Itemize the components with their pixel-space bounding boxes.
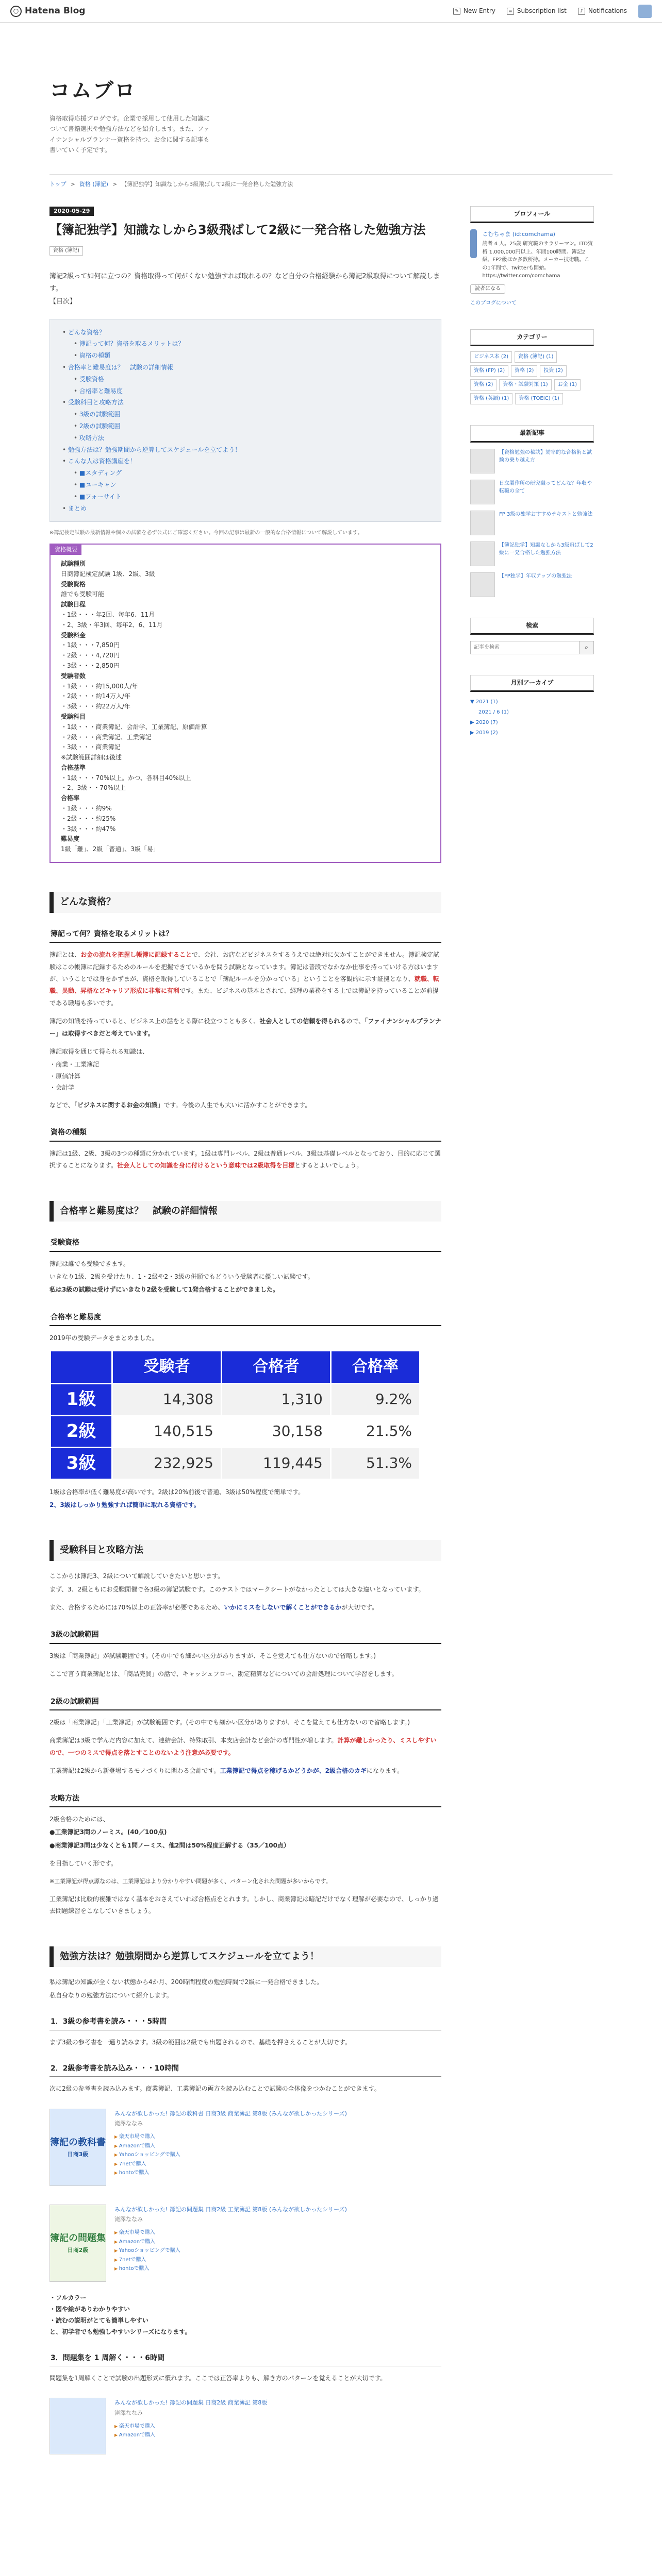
summary-field-value: ・2級・・・約25%	[61, 815, 116, 822]
toc-item	[62, 338, 428, 350]
summary-field-label: 難易度	[61, 835, 80, 843]
paragraph: 簿記とは、お金の流れを把握し帳簿に記録することで、会社、お店などビジネスをするうえでは絶対に欠かすことができません。簿記検定試験はこの帳簿に記録するためのルールを把握できているかを問う試験となっています。簿記は普段でなかなか仕事を持っていける方はいますが、いうことでは身をかずまが、資格を取得していることで「簿記ルールを分かっている」ということを客観的に示す証拠となり、就職、転職、異動、昇格などキャリア形成に非常に有利です。また、ビジネスの基本とされて、経理の業務をする上では簿記を持っていることが前提である職場も多いです。	[49, 951, 440, 1007]
table-row	[51, 1447, 420, 1479]
hatena-logo-icon: ○	[10, 6, 22, 17]
subscription-list-link[interactable]	[507, 6, 567, 16]
recent-post-link[interactable]: 日立製作所の研究職ってどんな？年収や転職の全て	[499, 480, 592, 494]
paragraph: 簿記取得を通じて得られる知識は、	[49, 1047, 149, 1055]
toc-link[interactable]: • ■フォーサイト	[74, 493, 122, 500]
paragraph: 工業簿記は比較的複雑ではなく基本をおさえていれば合格点をとれます。しかし、商業簿記は暗記だけでなく理解が必要なので、しっかり過去問題練習をこなしていきましょう。	[49, 1895, 439, 1915]
toc-item	[62, 432, 428, 444]
logo-text: Hatena Blog	[25, 5, 86, 16]
book-author: 滝澤ななみ	[114, 2216, 143, 2223]
notifications-label: Notifications	[588, 7, 627, 14]
examinees-cell: 140,515	[112, 1415, 222, 1447]
toc-item	[62, 420, 428, 432]
search-icon[interactable]: ⌕	[580, 641, 594, 654]
toc-link[interactable]: • 攻略方法	[74, 434, 104, 442]
shop-link[interactable]: ▶ Yahooショッピングで購入	[114, 2150, 347, 2160]
book-card	[49, 2199, 441, 2287]
user-avatar[interactable]	[638, 5, 652, 18]
summary-field-label: 受験料金	[61, 631, 86, 639]
summary-field-value: ・2級・・・約14万人/年	[61, 692, 130, 700]
intro-text: 簿記2級って如何に立つの？資格取得って何がくない勉強すれば取れるの？など自分の合格経験から簿記2級取得について解説します。	[49, 272, 440, 293]
hatena-blog-logo[interactable]	[10, 4, 85, 18]
summary-field-value: ※試験範囲詳細は後述	[61, 754, 122, 761]
profile-text: 読者 4 人。25歳 研究職のサラリーマン。ITD資格 1,000,000円以上、年間100時間。簿記2級、FP2級ほか多数所持。メーカー技術職。この1年間で、Twitterも開始。https://twitter.com/comchama	[482, 241, 593, 279]
passed-cell: 1,310	[221, 1383, 330, 1415]
toc-link[interactable]: • 資格の種類	[74, 352, 110, 359]
sidebar-heading: 最新記事	[470, 425, 594, 442]
passed-cell: 119,445	[221, 1447, 330, 1479]
category-link[interactable]: 資格・試験対策 (1)	[499, 379, 551, 391]
summary-box	[49, 544, 441, 863]
recent-post-link[interactable]: FP 3級の独学おすすめテキストと勉強法	[499, 511, 593, 517]
recent-posts-module	[470, 425, 594, 597]
subsection-heading: 2級の試験範囲	[49, 1694, 441, 1710]
summary-field-label: 受験科目	[61, 713, 86, 720]
category-link[interactable]: 資格 (2)	[511, 365, 537, 377]
book-cover-title: 簿記の問題集	[50, 2232, 106, 2244]
summary-field-value: ・3級・・・2,850円	[61, 662, 120, 669]
book-title-link[interactable]: みんなが欲しかった! 簿記の問題集 日商2級 商業簿記 第8版	[114, 2399, 268, 2406]
paragraph: 3級は「商業簿記」が試験範囲です。(その中でも細かい区分がありますが、そこを覚えても仕方ないので省略します。)	[49, 1652, 376, 1659]
summary-field-value: 誰でも受験可能	[61, 590, 105, 598]
archive-link[interactable]: ▼ 2021 (1)	[470, 699, 498, 705]
toc-link[interactable]: • 合格率と難易度	[74, 387, 123, 395]
book-author: 滝澤ななみ	[114, 2120, 143, 2127]
summary-field-value: ・2級・・・商業簿記、工業簿記	[61, 733, 152, 741]
summary-field-label: 受験者数	[61, 672, 86, 680]
sidebar-heading: 検索	[470, 618, 594, 635]
paragraph: ●商業簿記3問は少なくとも1問ノーミス、他2問は50%程度正解する（35／100点）	[49, 1841, 290, 1849]
profile-module	[470, 206, 594, 309]
paragraph: 私自身なりの勉強方法について紹介します。	[49, 1991, 173, 1999]
top-bar	[0, 0, 662, 23]
book-cover-image[interactable]	[49, 2109, 106, 2186]
examinees-cell: 14,308	[112, 1383, 222, 1415]
paragraph: 簿記の知識を持っていると、ビジネス上の話をとる際に役立つことも多く、社会人としての信頼を得られるので、「ファイナンシャルプランナー」は取得すべきだと考えています。	[49, 1018, 441, 1037]
new-entry-label: New Entry	[463, 7, 495, 14]
step-heading: 1．3級の参考書を読み・・・5時間	[49, 2014, 441, 2030]
toc-link[interactable]: • 受験科目と攻略方法	[62, 399, 124, 406]
list-icon: ≡	[507, 8, 514, 15]
toc-item	[62, 455, 428, 467]
shop-link[interactable]: ▶ 7netで購入	[114, 2160, 347, 2169]
toc-link[interactable]: • まとめ	[62, 505, 87, 512]
book-cover-sub: 日商2級	[67, 2247, 89, 2254]
shop-link[interactable]: ▶ Amazonで購入	[114, 2431, 267, 2440]
paragraph: ※工業簿記が得点源なのは、工業簿記はより分かりやすい問題が多く、パターン化された問題が多いからです。	[49, 1878, 332, 1885]
book-card	[49, 2104, 441, 2191]
feature-list	[49, 2292, 441, 2338]
table-header	[51, 1350, 112, 1383]
toc-link[interactable]: • 3級の試験範囲	[74, 411, 121, 418]
subsection-heading: 資格の種類	[49, 1125, 441, 1141]
summary-field-label: 受験資格	[61, 580, 86, 588]
paragraph: いきなり1級、2級を受けたり、1・2級や2・3級の併願でもどういう受験者に優しい試験です。	[49, 1273, 314, 1281]
paragraph: 2級合格のためには、	[49, 1815, 109, 1823]
list-item: ・原価計算	[49, 1072, 81, 1080]
breadcrumb-current: 【簿記独学】知識なしから3級飛ばして2級に一発合格した勉強方法	[121, 180, 293, 188]
category-link[interactable]: 資格 (2)	[470, 379, 496, 391]
recent-post-link[interactable]: 【FP独学】年収アップの勉強法	[499, 573, 572, 579]
search-module	[470, 618, 594, 654]
search-input[interactable]	[470, 641, 580, 654]
toc-item	[62, 362, 428, 374]
list-item: ・読むの説明がとても簡単しやすい	[49, 2317, 149, 2325]
paragraph: まず、3、2級ともにお受験開催で各3級の簿記試験です。このテストではマークシートがなかったとしては大きな違いとなっています。	[49, 1585, 425, 1593]
paragraph: 次に2級の参考書を読み込みます。商業簿記、工業簿記の両方を読み込むことで試験の全体像をつかむことができます。	[49, 2085, 380, 2093]
toc-link[interactable]: • こんな人は資格講座を！	[62, 457, 136, 465]
summary-field-value: ・3級・・・約47%	[61, 825, 116, 833]
toc-label: 【目次】	[49, 297, 77, 306]
list-item: ・フルカラー	[49, 2294, 87, 2301]
book-card	[49, 2393, 441, 2460]
subsection-heading: 合格率と難易度	[49, 1310, 441, 1326]
list-item: ・会計学	[49, 1083, 75, 1091]
summary-field-value: ・1級・・・約9%	[61, 805, 112, 812]
paragraph: 私は簿記の知識が全くない状態から4か月、200時間程度の勉強時間で2級に一発合格できました。	[49, 1978, 323, 1986]
summary-field-value: ・1級・・・70%以上。かつ、各科目40%以上	[61, 774, 191, 782]
follow-button[interactable]: 読者になる	[470, 284, 505, 294]
section-heading: どんな資格？	[49, 892, 441, 913]
examinees-cell: 232,925	[112, 1447, 222, 1479]
sidebar	[470, 206, 594, 2460]
pass-rate-table	[49, 1350, 421, 1480]
archive-link[interactable]: 2021 / 6 (1)	[478, 709, 509, 715]
step-heading: 3．問題集を 1 周解く・・・6時間	[49, 2350, 441, 2366]
subsection-heading: 受験資格	[49, 1235, 441, 1251]
blog-header	[0, 23, 662, 166]
summary-label: 資格概要	[51, 545, 81, 555]
toc-item	[62, 503, 428, 515]
summary-field-value: ・2級・・・4,720円	[61, 652, 120, 659]
breadcrumb-category[interactable]: 資格 (簿記)	[79, 180, 108, 188]
table-of-contents	[49, 319, 441, 522]
breadcrumb-separator: >	[112, 180, 118, 188]
category-link[interactable]: 投資 (2)	[540, 365, 566, 377]
summary-field-value: ・3級・・・商業簿記	[61, 743, 121, 751]
grade-cell: 2級	[51, 1415, 112, 1447]
entry-title[interactable]: 【簿記独学】知識なしから3級飛ばして2級に一発合格した勉強方法	[49, 222, 426, 237]
recent-post-item	[470, 541, 594, 566]
summary-field-label: 試験日程	[61, 601, 86, 608]
archive-link[interactable]: ▶ 2019 (2)	[470, 730, 498, 736]
paragraph: まず3級の参考書を一通り読みます。3級の範囲は2級でも出題されるので、基礎を押さえることが大切です。	[49, 2038, 351, 2046]
subscription-label: Subscription list	[517, 7, 567, 14]
blog-title[interactable]: コムブロ	[49, 79, 136, 103]
sidebar-heading: カテゴリー	[470, 329, 594, 346]
book-title-link[interactable]: みんなが欲しかった! 簿記の教科書 日商3級 商業簿記 第8版 (みんなが欲しかったシリーズ)	[114, 2110, 347, 2117]
summary-field-value: 1級「難」、2級「普通」、3級「易」	[61, 845, 159, 853]
recent-post-thumbnail[interactable]	[470, 541, 495, 566]
recent-post-item	[470, 511, 594, 535]
shop-link[interactable]: ▶ Amazonで購入	[114, 2238, 347, 2247]
recent-post-thumbnail[interactable]	[470, 511, 495, 535]
toc-link[interactable]: • どんな資格？	[62, 329, 105, 336]
paragraph: また、合格するためには70%以上の正答率が必要であるため、いかにミスをしないで解くことができるかが大切です。	[49, 1604, 378, 1611]
profile-avatar[interactable]	[470, 229, 477, 258]
toc-item	[62, 327, 428, 338]
category-link[interactable]: 資格 (簿記) (1)	[515, 351, 557, 363]
bell-icon: ♪	[578, 8, 585, 15]
table-header: 合格者	[221, 1350, 330, 1383]
summary-field-label: 合格率	[61, 794, 80, 802]
shop-link[interactable]: ▶ 楽天市場で購入	[114, 2228, 347, 2238]
toc-item	[62, 374, 428, 385]
category-link[interactable]: 資格 (TOEIC) (1)	[515, 393, 563, 404]
toc-link[interactable]: • 合格率と難易度は？ 試験の詳細情報	[62, 364, 173, 371]
paragraph: 私は3級の試験は受けずにいきなり2級を受験して1発合格することができました。	[49, 1286, 279, 1294]
recent-post-link[interactable]: 【簿記独学】知識なしから3級飛ばして2級に一発合格した勉強方法	[499, 542, 593, 556]
subsection-heading: 攻略方法	[49, 1791, 441, 1807]
paragraph: などで、「ビジネスに関するお金の知識」です。今後の人生でも大いに活かすことができます。	[49, 1101, 311, 1109]
book-cover-sub: 日商3級	[67, 2151, 89, 2158]
grade-cell: 3級	[51, 1447, 112, 1479]
rate-cell: 21.5%	[330, 1415, 420, 1447]
paragraph: 簿記は誰でも受験できます。	[49, 1260, 130, 1267]
toc-link[interactable]: • ■ユーキャン	[74, 481, 116, 488]
disclaimer-note: ※簿記検定試験の最新情報や個々の試験を必ず公式にご確認ください。今回の記事は最新の一般的な合格情報について解説しています。	[49, 530, 363, 536]
rate-cell: 9.2%	[330, 1383, 420, 1415]
subsection-heading: 簿記って何？資格を取るメリットは？	[49, 926, 441, 943]
table-header: 受験者	[112, 1350, 222, 1383]
category-link[interactable]: 資格 (FP) (2)	[470, 365, 508, 377]
paragraph: ここで言う商業簿記とは、「商品売買」の話で、キャッシュフロー、勘定精算などについての会計処理について学習をします。	[49, 1670, 398, 1678]
paragraph: 商業簿記は3級で学んだ内容に加えて、連結会計、特殊取引、本支店会計など会計の専門性が増します。計算が難しかったり、ミスしやすいので、一つのミスで得点を落とすことのないよう注意が必要です。	[49, 1737, 437, 1756]
toc-item	[62, 479, 428, 491]
toc-link[interactable]: • 2級の試験範囲	[74, 422, 121, 430]
toc-link[interactable]: • 簿記って何？資格を取るメリットは？	[74, 340, 184, 347]
pencil-icon: ✎	[453, 8, 460, 15]
summary-field-value: ・3級・・・約22万人/年	[61, 703, 130, 710]
summary-field-label: 試験種別	[61, 560, 86, 567]
subsection-heading: 3級の試験範囲	[49, 1627, 441, 1643]
list-item: ・図や絵がありわかりやすい	[49, 2306, 130, 2313]
summary-field-value: ・1級・・・7,850円	[61, 641, 120, 649]
step-heading: 2．2級参考書を読み込み・・・10時間	[49, 2061, 441, 2077]
summary-field-value: ・1級・・・商業簿記、会計学、工業簿記、原価計算	[61, 723, 207, 731]
category-link[interactable]: ビジネス本 (2)	[470, 351, 512, 363]
blog-description: 資格取得応援ブログです。企業で採用して使用した知識について書籍選択や勉強方法などを紹介します。また、ファイナンシャルプランナー資格を持つ、お金に関する記事も書いていく予定です。	[49, 115, 210, 154]
grade-cell: 1級	[51, 1383, 112, 1415]
paragraph: 問題集を1周解くことで試験の出題形式に慣れます。ここでは正答率よりも、解き方のパターンを覚えることが大切です。	[49, 2374, 387, 2382]
toc-link[interactable]: • ■スタディング	[74, 469, 122, 477]
entry-category-tag[interactable]: 資格 (簿記)	[49, 246, 83, 256]
recent-post-item	[470, 449, 594, 473]
toc-item	[62, 385, 428, 397]
paragraph: 簿記は1級、2級、3級の3つの種類に分かれています。1級は専門レベル、2級は普通レベル、3級は基礎レベルとなっており、目的に応じて選択することになります。社会人としての知識を身に付けるという意味では2級取得を目標とするとよいでしょう。	[49, 1149, 441, 1170]
toc-link[interactable]: • 勉強方法は？勉強期間から逆算してスケジュールを立てよう！	[62, 446, 241, 453]
summary-field-value: ・1級・・・年2回、毎年6、11月	[61, 611, 155, 618]
paragraph: 2019年の受験データをまとめました。	[49, 1334, 158, 1342]
category-module	[470, 329, 594, 404]
book-author: 滝澤ななみ	[114, 2409, 143, 2416]
recent-post-item	[470, 480, 594, 504]
recent-post-thumbnail[interactable]	[470, 480, 495, 504]
knowledge-list	[49, 1059, 441, 1093]
shop-link[interactable]: ▶ 楽天市場で購入	[114, 2422, 267, 2431]
breadcrumb-top[interactable]: トップ	[49, 180, 67, 188]
sidebar-heading: 月別アーカイブ	[470, 675, 594, 692]
about-blog-link[interactable]: このブログについて	[470, 300, 517, 307]
book-title-link[interactable]: みんなが欲しかった! 簿記の問題集 日商2級 工業簿記 第8版 (みんなが欲しかったシリーズ)	[114, 2206, 347, 2213]
summary-field-label: 合格基準	[61, 764, 86, 771]
recent-post-item	[470, 572, 594, 597]
section-heading: 合格率と難易度は？ 試験の詳細情報	[49, 1201, 441, 1222]
paragraph: を目指していく形です。	[49, 1860, 118, 1868]
recent-post-thumbnail[interactable]	[470, 572, 495, 597]
summary-field-value: 日商簿記検定試験 1級、2級、3級	[61, 570, 155, 578]
entry-date[interactable]: 2020-05-29	[49, 207, 94, 216]
book-cover-title: 簿記の教科書	[50, 2137, 106, 2148]
list-item: と、初学者でも勉強しやすいシリーズになります。	[49, 2328, 191, 2336]
paragraph: 1級は合格率が低く難易度が高いです。2級は20%前後で普通、3級は50%程度で簡単です。	[49, 1488, 305, 1496]
paragraph: ここからは簿記3、2級について解説していきたいと思います。	[49, 1572, 224, 1580]
section-heading: 勉強方法は？勉強期間から逆算してスケジュールを立てよう！	[49, 1946, 441, 1968]
new-entry-link[interactable]	[453, 6, 495, 16]
shop-link[interactable]: ▶ hontoで購入	[114, 2168, 347, 2178]
rate-cell: 51.3%	[330, 1447, 420, 1479]
archive-module	[470, 675, 594, 738]
shop-link[interactable]: ▶ Amazonで購入	[114, 2142, 347, 2151]
summary-field-value: ・1級・・・約15,000人/年	[61, 682, 138, 690]
toc-item	[62, 491, 428, 503]
table-row	[51, 1383, 420, 1415]
profile-name-link[interactable]: こむちゃま (id:comchama)	[482, 231, 555, 238]
book-cover-image[interactable]	[49, 2205, 106, 2282]
toc-item	[62, 444, 428, 456]
book-cover-image[interactable]	[49, 2398, 106, 2454]
paragraph: 2級は「商業簿記」「工業簿記」が試験範囲です。(その中でも細かい区分がありますが、そこを覚えても仕方ないので省略します。)	[49, 1718, 410, 1726]
recent-post-link[interactable]: 【資格勉強の秘訣】効率的な合格術と試験の乗り越え方	[499, 449, 592, 463]
breadcrumb	[49, 174, 613, 194]
list-item: ・商業・工業簿記	[49, 1061, 100, 1069]
toc-link[interactable]: • 受験資格	[74, 376, 104, 383]
toc-item	[62, 467, 428, 479]
summary-field-value: ・2、3級・・70%以上	[61, 784, 126, 792]
notifications-link[interactable]	[578, 6, 627, 16]
shop-link[interactable]: ▶ 7netで購入	[114, 2256, 347, 2265]
recent-post-thumbnail[interactable]	[470, 449, 495, 473]
passed-cell: 30,158	[221, 1415, 330, 1447]
summary-field-value: ・2、3級・年3回、毎年2、6、11月	[61, 621, 163, 629]
paragraph: 工業簿記は2級から新登場するモノづくりに関わる会計です。工業簿記で得点を稼げるかどうかが、2級合格のカギになります。	[49, 1767, 403, 1775]
main-content	[49, 206, 441, 2460]
shop-link[interactable]: ▶ Yahooショッピングで購入	[114, 2246, 347, 2256]
toc-item	[62, 409, 428, 420]
table-row	[51, 1415, 420, 1447]
breadcrumb-separator: >	[70, 180, 75, 188]
toc-item	[62, 397, 428, 409]
paragraph: ●工業簿記3問のノーミス。(40／100点)	[49, 1828, 167, 1836]
category-link[interactable]: 資格 (英語) (1)	[470, 393, 512, 404]
toc-item	[62, 350, 428, 362]
category-link[interactable]: お金 (1)	[554, 379, 581, 391]
section-heading: 受験科目と攻略方法	[49, 1540, 441, 1561]
archive-link[interactable]: ▶ 2020 (7)	[470, 719, 498, 725]
shop-link[interactable]: ▶ hontoで購入	[114, 2264, 347, 2274]
sidebar-heading: プロフィール	[470, 206, 594, 223]
shop-link[interactable]: ▶ 楽天市場で購入	[114, 2132, 347, 2142]
table-header: 合格率	[330, 1350, 420, 1383]
paragraph: 2、3級はしっかり勉強すれば簡単に取れる資格です。	[49, 1501, 200, 1509]
